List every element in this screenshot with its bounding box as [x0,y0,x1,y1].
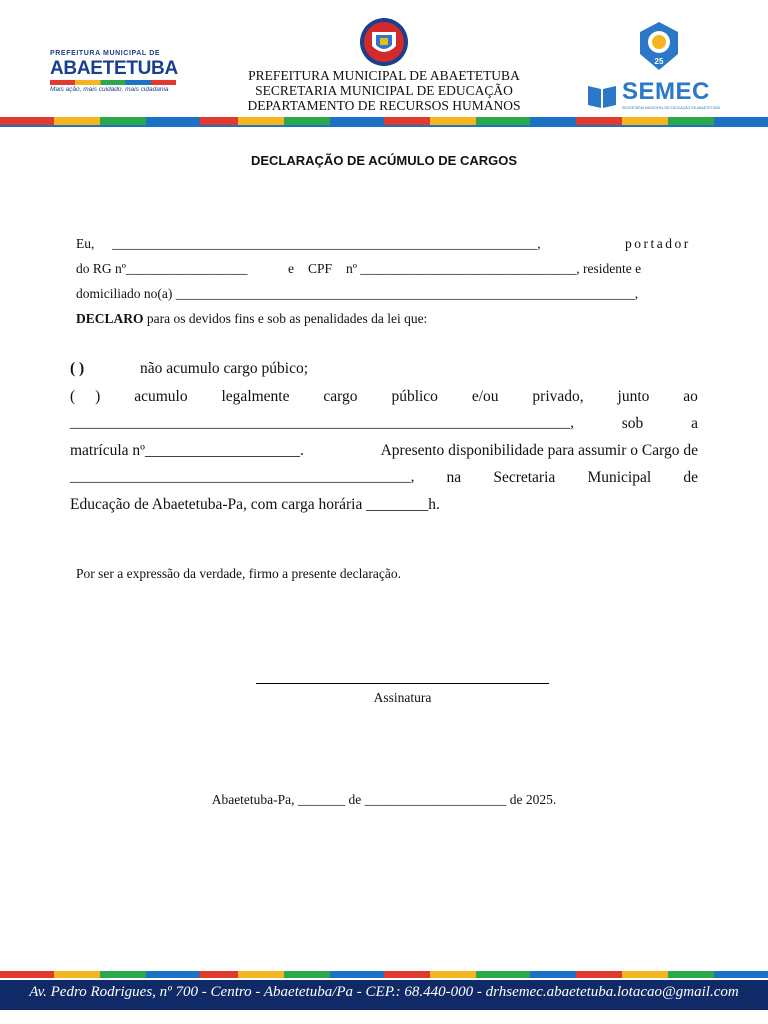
logo-small-text: PREFEITURA MUNICIPAL DE [50,50,161,57]
word-sob: sob [621,415,644,432]
option2-line3 [70,442,698,460]
option2-paren-open: ( [70,388,76,405]
footer-address: Av. Pedro Rodrigues, nº 700 - Centro - Abaetetuba/Pa - CEP.: 68.440-000 - drhsemec.abaetetuba.lotacao@gmail.com [29,984,739,1000]
intro-name-blank: _______________________________________________________________, [112,236,541,251]
word: na [446,469,462,486]
word: cargo [323,388,358,405]
apresento-text: Apresento disponibilidade para assumir o Cargo de [380,442,698,459]
option2-line5: Educação de Abaetetuba-Pa, com carga horária ________h. [70,496,440,513]
semec-logo [586,20,726,114]
declaro-line [76,311,427,327]
word: Municipal [587,469,652,486]
option2-line1 [70,388,698,406]
word: público [391,388,438,405]
prefeitura-logo [50,50,178,105]
semec-wordmark [586,80,726,114]
declaro-rest: para os devidos fins e sob as penalidades da lei que: [146,311,428,326]
intro-rg [76,261,247,277]
intro-eu: Eu, [76,236,95,251]
option1-text: não acumulo cargo púbico; [140,360,309,377]
signature-line [256,683,549,684]
municipal-crest-icon [356,16,412,68]
footer-decorative-band [0,971,768,978]
document-title: DECLARAÇÃO DE ACÚMULO DE CARGOS [250,153,518,168]
address-field: domiciliado no(a) ____________________________________________________________________, [76,286,639,301]
semec-word: SEMEC [622,78,710,105]
option2-checkbox[interactable] [70,388,100,406]
declaro-word: DECLARO [76,311,144,326]
word: ao [683,388,698,405]
word: de [683,469,698,486]
word: legalmente [221,388,290,405]
rg-field: do RG nº__________________ [76,261,248,276]
semec-subtitle: SECRETARIA MUNICIPAL DE EDUCAÇÃO DE ABAETETUBA [622,106,720,110]
closing-statement: Por ser a expressão da verdade, firmo a presente declaração. [76,566,401,581]
cpf-field: nº ________________________________, residente e [346,261,642,276]
logo-big-text: ABAETETUBA [50,58,178,79]
header-decorative-band [0,117,768,125]
word: privado, [532,388,584,405]
header-line-3: DEPARTAMENTO DE RECURSOS HUMANOS [247,98,521,113]
word: acumulo [134,388,188,405]
matricula-field: matrícula nº____________________. [70,442,304,459]
semec-anniversary-badge-icon [636,20,682,72]
header-line-1: PREFEITURA MUNICIPAL DE ABAETETUBA [248,68,520,83]
header-institution-text [160,68,608,113]
option2-line2 [70,415,698,433]
header-line-2: SECRETARIA MUNICIPAL DE EDUCAÇÃO [255,83,513,98]
word: Secretaria [493,469,556,486]
intro-portador: portador [625,236,691,251]
intro-e: e [288,261,294,276]
word: junto [617,388,650,405]
place-date: Abaetetuba-Pa, _______ de _____________________ de 2025. [211,792,557,807]
option2-paren-close: ) [95,388,101,405]
open-book-icon [586,82,618,110]
option1-checkbox[interactable]: ( ) [70,360,85,377]
employer-blank: _____________________________________________________________________, [70,415,574,431]
word: e/ou [471,388,499,405]
word-a: a [691,415,698,432]
badge-number: 25 [654,57,664,66]
signature-label: Assinatura [373,690,432,705]
intro-cpf-label: CPF [308,261,333,276]
header-divider [0,125,768,127]
option2-line4 [70,469,698,487]
logo-tagline: Mais ação, mais cuidado, mais cidadania [50,86,169,93]
cargo-blank: _______________________________________________, [70,469,415,485]
